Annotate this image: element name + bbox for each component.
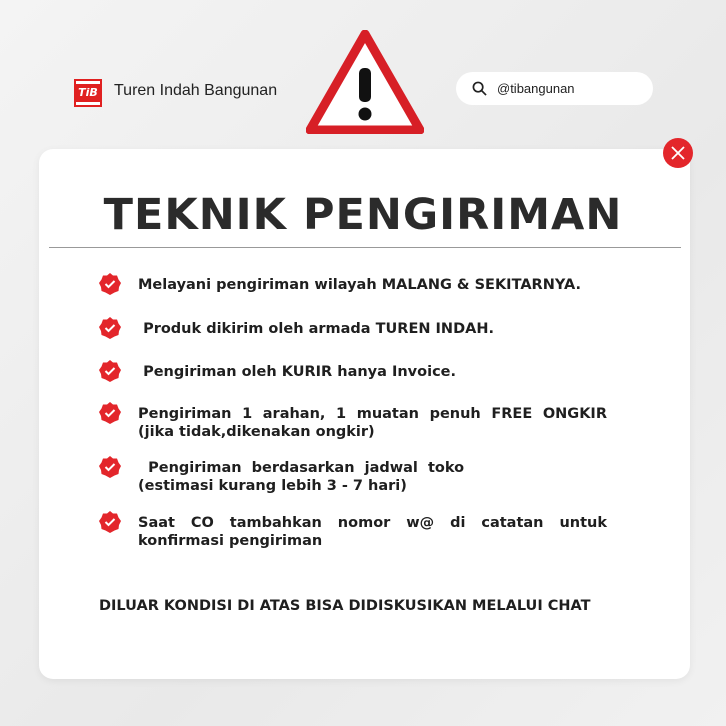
warning-icon <box>306 30 424 134</box>
check-badge-icon <box>98 316 122 340</box>
search-handle: @tibangunan <box>497 81 575 96</box>
search-bar[interactable] <box>456 72 653 105</box>
check-badge-icon <box>98 401 122 425</box>
footer-note: DILUAR KONDISI DI ATAS BISA DIDISKUSIKAN MELALUI CHAT <box>99 598 591 614</box>
close-button[interactable] <box>663 138 693 168</box>
item-line-2: (jika tidak,dikenakan ongkir) <box>138 424 375 440</box>
brand-name: Turen Indah Bangunan <box>114 82 278 99</box>
item-line-2: (estimasi kurang lebih 3 - 7 hari) <box>138 478 407 494</box>
check-badge-icon <box>98 359 122 383</box>
item-line-1: Pengiriman oleh KURIR hanya Invoice. <box>138 364 457 380</box>
item-line-1: Saat CO tambahkan nomor w@ di catatan untuk <box>138 515 607 531</box>
page-title: TEKNIK PENGIRIMAN <box>103 190 623 240</box>
close-icon <box>670 145 686 161</box>
item-line-1: Melayani pengiriman wilayah MALANG & SEKITARNYA. <box>138 277 581 293</box>
item-line-2: konfirmasi pengiriman <box>138 533 323 549</box>
check-badge-icon <box>98 455 122 479</box>
search-icon <box>472 81 487 96</box>
item-line-1: Pengiriman berdasarkan jadwal toko <box>138 460 465 476</box>
item-line-1: Produk dikirim oleh armada TUREN INDAH. <box>138 321 494 337</box>
check-badge-icon <box>98 272 122 296</box>
brand-logo: TiB <box>74 79 102 107</box>
divider <box>49 247 681 248</box>
check-badge-icon <box>98 510 122 534</box>
item-line-1: Pengiriman 1 arahan, 1 muatan penuh FREE ONGKIR <box>138 406 607 422</box>
